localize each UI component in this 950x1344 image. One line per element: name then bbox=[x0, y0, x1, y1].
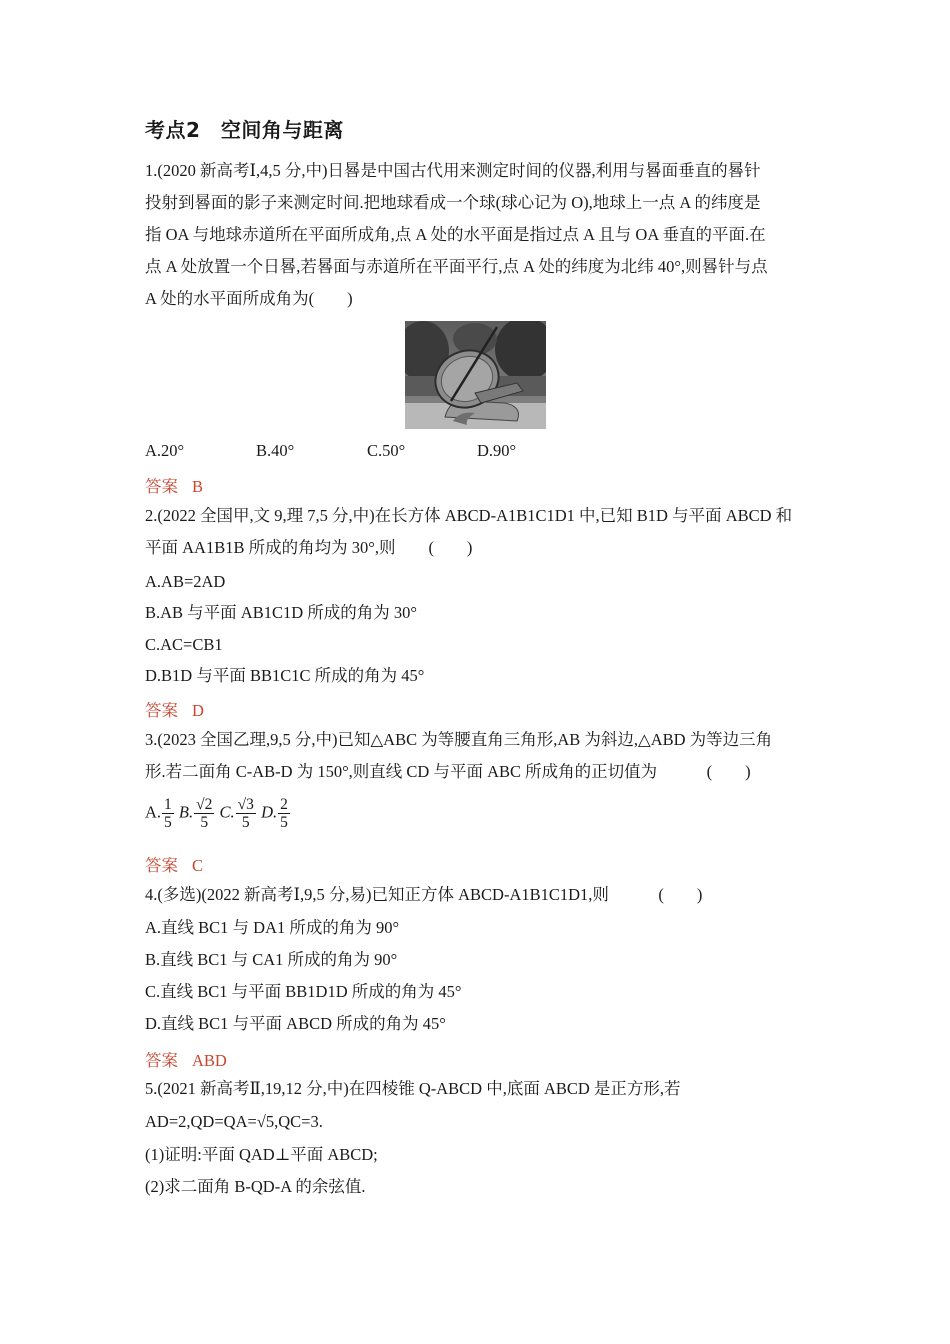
q2-answer bbox=[145, 697, 204, 721]
q3-line-1: 3.(2023 全国乙理,9,5 分,中)已知△ABC 为等腰直角三角形,AB 为斜边,△ABD 为等边三角 bbox=[145, 730, 773, 749]
q3-option-b-num: √2 bbox=[196, 796, 213, 813]
q3-option-c-fraction bbox=[236, 796, 256, 831]
q1-option-c: C.50° bbox=[367, 441, 406, 460]
q2-answer-label: 答案 bbox=[145, 701, 178, 720]
q3-options bbox=[145, 796, 291, 831]
q3-option-a-num: 1 bbox=[164, 796, 172, 813]
q2-line-1: 2.(2022 全国甲,文 9,理 7,5 分,中)在长方体 ABCD-A1B1C1D1 中,已知 B1D 与平面 ABCD 和 bbox=[145, 506, 793, 525]
q3-answer-value: C bbox=[192, 856, 204, 875]
q5-line-1: 5.(2021 新高考Ⅱ,19,12 分,中)在四棱锥 Q-ABCD 中,底面 ABCD 是正方形,若 bbox=[145, 1079, 681, 1098]
q4-option-c: C.直线 BC1 与平面 BB1D1D 所成的角为 45° bbox=[145, 982, 462, 1001]
q1-line-1: 1.(2020 新高考Ⅰ,4,5 分,中)日晷是中国古代用来测定时间的仪器,利用与晷面垂直的晷针 bbox=[145, 161, 761, 180]
q5-line-2: AD=2,QD=QA=√5,QC=3. bbox=[145, 1112, 323, 1131]
q3-option-d-fraction bbox=[278, 796, 290, 831]
q4-answer bbox=[145, 1047, 227, 1071]
q1-line-3: 指 OA 与地球赤道所在平面所成角,点 A 处的水平面是指过点 A 且与 OA 垂直的平面.在 bbox=[145, 225, 766, 244]
q3-option-b-fraction bbox=[194, 796, 214, 831]
q4-option-a: A.直线 BC1 与 DA1 所成的角为 90° bbox=[145, 918, 400, 937]
q5-line-3: (1)证明:平面 QAD⊥平面 ABCD; bbox=[145, 1145, 378, 1164]
q4-answer-label: 答案 bbox=[145, 1051, 178, 1070]
section-title: 考点2 空间角与距离 bbox=[145, 118, 344, 142]
q3-line-2: 形.若二面角 C-AB-D 为 150°,则直线 CD 与平面 ABC 所成角的正切值为 ( ) bbox=[145, 762, 751, 781]
q1-option-b: B.40° bbox=[256, 441, 295, 460]
q1-line-4: 点 A 处放置一个日晷,若晷面与赤道所在平面平行,点 A 处的纬度为北纬 40°,则晷针与点 bbox=[145, 257, 768, 276]
q1-line-5: A 处的水平面所成角为( ) bbox=[145, 289, 353, 308]
q2-option-b: B.AB 与平面 AB1C1D 所成的角为 30° bbox=[145, 603, 417, 622]
q2-option-a: A.AB=2AD bbox=[145, 572, 226, 591]
sundial-illustration bbox=[405, 321, 546, 429]
q2-answer-value: D bbox=[192, 701, 204, 720]
q3-answer-label: 答案 bbox=[145, 856, 178, 875]
q3-option-a-den: 5 bbox=[164, 814, 172, 831]
q3-option-c-den: 5 bbox=[241, 814, 250, 831]
q1-line-2: 投射到晷面的影子来测定时间.把地球看成一个球(球心记为 O),地球上一点 A 的纬度是 bbox=[145, 193, 761, 212]
q1-answer-label: 答案 bbox=[145, 477, 178, 496]
q1-answer-value: B bbox=[192, 477, 204, 496]
q3-option-a-fraction bbox=[162, 796, 174, 831]
q4-line-1: 4.(多选)(2022 新高考Ⅰ,9,5 分,易)已知正方体 ABCD-A1B1C1D1,则 ( ) bbox=[145, 885, 703, 904]
q5-line-4: (2)求二面角 B-QD-A 的余弦值. bbox=[145, 1177, 366, 1196]
q3-option-d-den: 5 bbox=[280, 814, 288, 831]
q3-option-c-num: √3 bbox=[237, 796, 254, 813]
q2-option-c: C.AC=CB1 bbox=[145, 635, 223, 654]
q3-option-d-prefix: D. bbox=[261, 802, 278, 822]
q3-option-a-prefix: A. bbox=[145, 802, 162, 822]
q3-option-c-prefix: C. bbox=[219, 802, 235, 822]
q3-option-b-prefix: B. bbox=[178, 802, 194, 822]
q2-line-2: 平面 AA1B1B 所成的角均为 30°,则 ( ) bbox=[145, 538, 473, 557]
q3-option-d-num: 2 bbox=[280, 796, 288, 813]
q3-option-b-den: 5 bbox=[200, 814, 209, 831]
q1-option-d: D.90° bbox=[477, 441, 517, 460]
q4-option-d: D.直线 BC1 与平面 ABCD 所成的角为 45° bbox=[145, 1014, 446, 1033]
sundial-photo bbox=[405, 321, 546, 429]
q2-option-d: D.B1D 与平面 BB1C1C 所成的角为 45° bbox=[145, 666, 425, 685]
q4-option-b: B.直线 BC1 与 CA1 所成的角为 90° bbox=[145, 950, 398, 969]
q1-option-a: A.20° bbox=[145, 441, 185, 460]
q1-answer bbox=[145, 473, 203, 497]
q4-answer-value: ABD bbox=[192, 1051, 227, 1070]
q3-answer bbox=[145, 852, 203, 876]
